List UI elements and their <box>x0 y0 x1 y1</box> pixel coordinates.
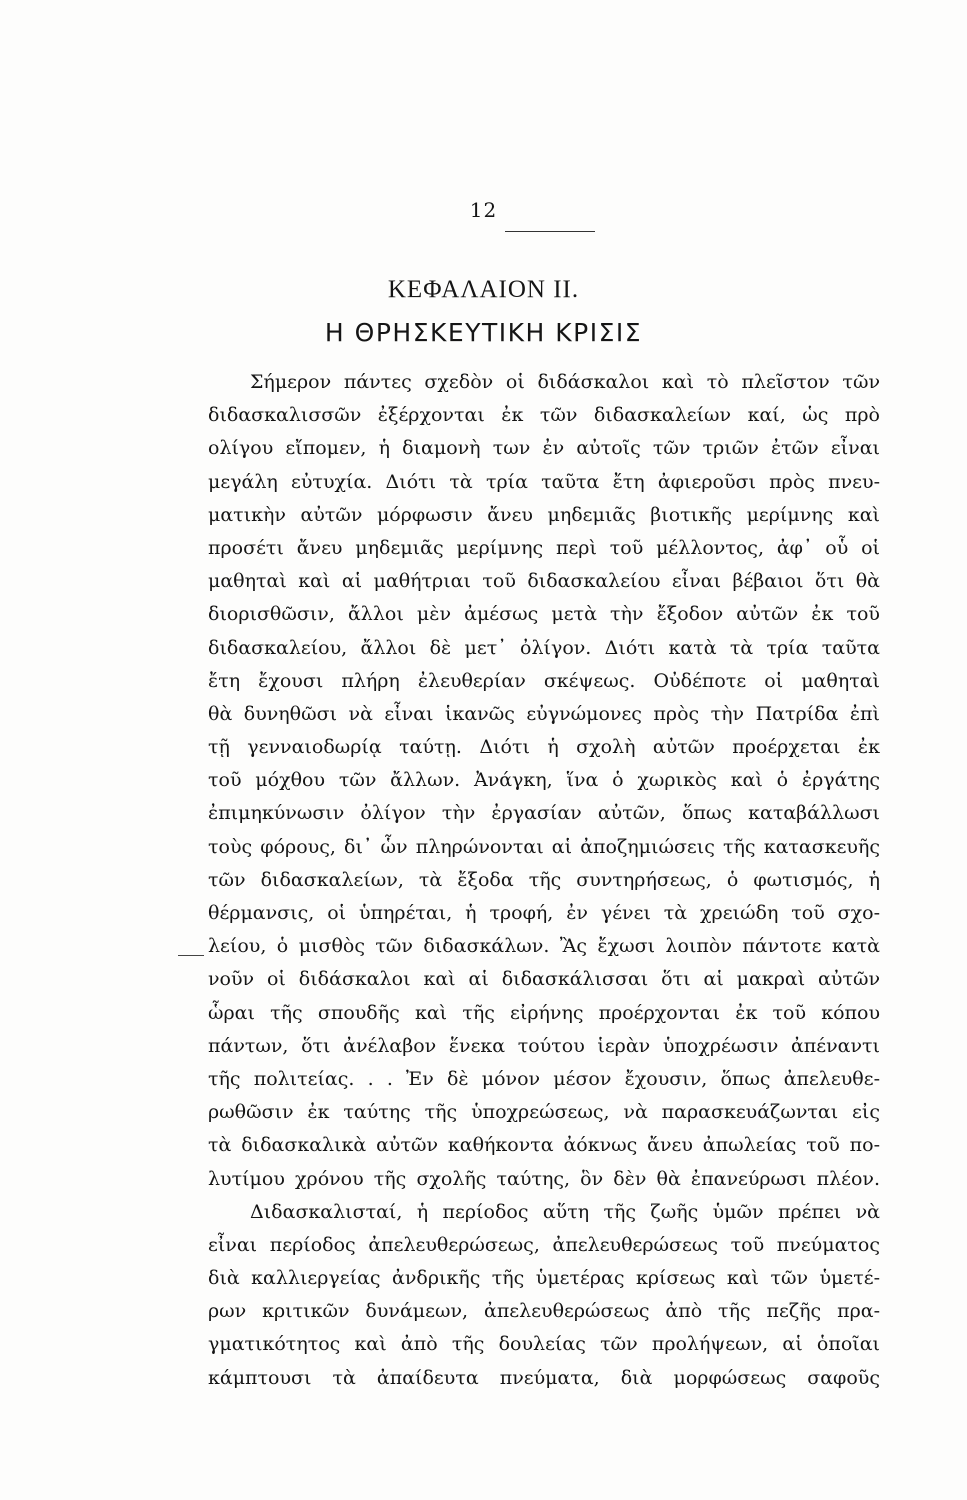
text-line: πάντων, ὅτι ἀνέλαβον ἕνεκα τούτου ἱερὰν ὑποχρέωσιν ἀπέναντι <box>208 1034 880 1057</box>
text-line: θέρμανσις, οἱ ὑπηρέται, ἡ τροφή, ἐν γένει τὰ χρειώδη τοῦ σχο- <box>208 902 880 924</box>
text-line: λείου, ὁ μισθὸς τῶν διδασκάλων. Ἂς ἔχωσι λοιπὸν πάντοτε κατὰ <box>208 935 880 958</box>
text-line: προσέτι ἄνευ μηδεμιᾶς μερίμνης περὶ τοῦ μέλλοντος, ἀφ᾽ οὗ οἱ <box>208 536 880 559</box>
text-line: λυτίμου χρόνου τῆς σχολῆς ταύτης, ὃν δὲν θὰ ἐπανεύρωσι πλέον. <box>208 1167 880 1190</box>
page-number-rule <box>505 231 595 232</box>
section-title: Η ΘΡΗΣΚΕΥΤΙΚΗ ΚΡΙΣΙΣ <box>324 318 643 347</box>
text-line: Σήμερον πάντες σχεδὸν οἱ διδάσκαλοι καὶ τὸ πλεῖστον τῶν <box>250 371 880 393</box>
text-line: διδασκαλείου, ἄλλοι δὲ μετ᾽ ὀλίγον. Διότι κατὰ τὰ τρία ταῦτα <box>208 636 880 659</box>
text-line: ρωθῶσιν ἐκ ταύτης τῆς ὑποχρεώσεως, νὰ παρασκευάζωνται εἰς <box>208 1101 880 1124</box>
text-line: νοῦν οἱ διδάσκαλοι καὶ αἱ διδασκάλισσαι ὅτι αἱ μακραὶ αὐτῶν <box>208 968 880 991</box>
text-line: Διδασκαλισταί, ἡ περίοδος αὕτη τῆς ζωῆς ὑμῶν πρέπει νὰ <box>250 1200 880 1223</box>
margin-dash-mark <box>178 955 204 956</box>
text-line: διὰ καλλιεργείας ἀνδρικῆς τῆς ὑμετέρας κρίσεως καὶ τῶν ὑμετέ- <box>208 1267 880 1290</box>
text-line: ρων κριτικῶν δυνάμεων, ἀπελευθερώσεως ἀπὸ τῆς πεζῆς πρα- <box>208 1300 880 1323</box>
text-line: μαθηταὶ καὶ αἱ μαθήτριαι τοῦ διδασκαλείου εἶναι βέβαιοι ὅτι θὰ <box>208 570 880 593</box>
text-line: διδασκαλισσῶν ἐξέρχονται ἐκ τῶν διδασκαλείων καί, ὡς πρὸ <box>208 404 880 427</box>
body-text <box>208 366 880 1395</box>
text-line: εἶναι περίοδος ἀπελευθερώσεως, ἀπελευθερώσεως τοῦ πνεύματος <box>208 1233 880 1256</box>
chapter-heading: ΚΕΦΑΛΑΙΟΝ ΙΙ. <box>387 276 580 303</box>
text-line: ἐπιμηκύνωσιν ὀλίγον τὴν ἐργασίαν αὐτῶν, ὅπως καταβάλλωσι <box>208 802 880 825</box>
text-line: μεγάλη εὐτυχία. Διότι τὰ τρία ταῦτα ἔτη ἀφιεροῦσι πρὸς πνευ- <box>208 470 880 493</box>
text-line: τῶν διδασκαλείων, τὰ ἔξοδα τῆς συντηρήσεως, ὁ φωτισμός, ἡ <box>208 868 880 891</box>
text-line: τὰ διδασκαλικὰ αὐτῶν καθήκοντα ἀόκνως ἄνευ ἀπωλείας τοῦ πο- <box>208 1134 880 1157</box>
text-line: γματικότητος καὶ ἀπὸ τῆς δουλείας τῶν προλήψεων, αἱ ὁποῖαι <box>208 1333 880 1356</box>
text-line: διορισθῶσιν, ἄλλοι μὲν ἀμέσως μετὰ τὴν ἔξοδον αὐτῶν ἐκ τοῦ <box>208 603 880 626</box>
text-line: τῇ γενναιοδωρίᾳ ταύτῃ. Διότι ἡ σχολὴ αὐτῶν προέρχεται ἐκ <box>208 736 880 759</box>
text-line: τοὺς φόρους, δι᾽ ὧν πληρώνονται αἱ ἀποζημιώσεις τῆς κατασκευῆς <box>208 835 880 858</box>
text-line: τοῦ μόχθου τῶν ἄλλων. Ἀνάγκη, ἵνα ὁ χωρικὸς καὶ ὁ ἐργάτης <box>208 769 880 792</box>
page-number: 12 <box>469 198 498 222</box>
text-line: θὰ δυνηθῶσι νὰ εἶναι ἱκανῶς εὐγνώμονες πρὸς τὴν Πατρίδα ἐπὶ <box>208 702 880 725</box>
text-line: ολίγου εἴπομεν, ἡ διαμονὴ των ἐν αὐτοῖς τῶν τριῶν ἐτῶν εἶναι <box>208 437 880 460</box>
text-line: ματικὴν αὐτῶν μόρφωσιν ἄνευ μηδεμιᾶς βιοτικῆς μερίμνης καὶ <box>208 503 880 526</box>
text-line: ἔτη ἔχουσι πλήρη ἐλευθερίαν σκέψεως. Οὐδέποτε οἱ μαθηταὶ <box>208 669 880 692</box>
text-line: κάμπτουσι τὰ ἀπαίδευτα πνεύματα, διὰ μορφώσεως σαφοῦς <box>208 1366 880 1389</box>
text-line: τῆς πολιτείας. . . Ἐν δὲ μόνον μέσον ἔχουσιν, ὅπως ἀπελευθε- <box>208 1067 880 1090</box>
text-line: ὧραι τῆς σπουδῆς καὶ τῆς εἰρήνης προέρχονται ἐκ τοῦ κόπου <box>208 1001 880 1024</box>
